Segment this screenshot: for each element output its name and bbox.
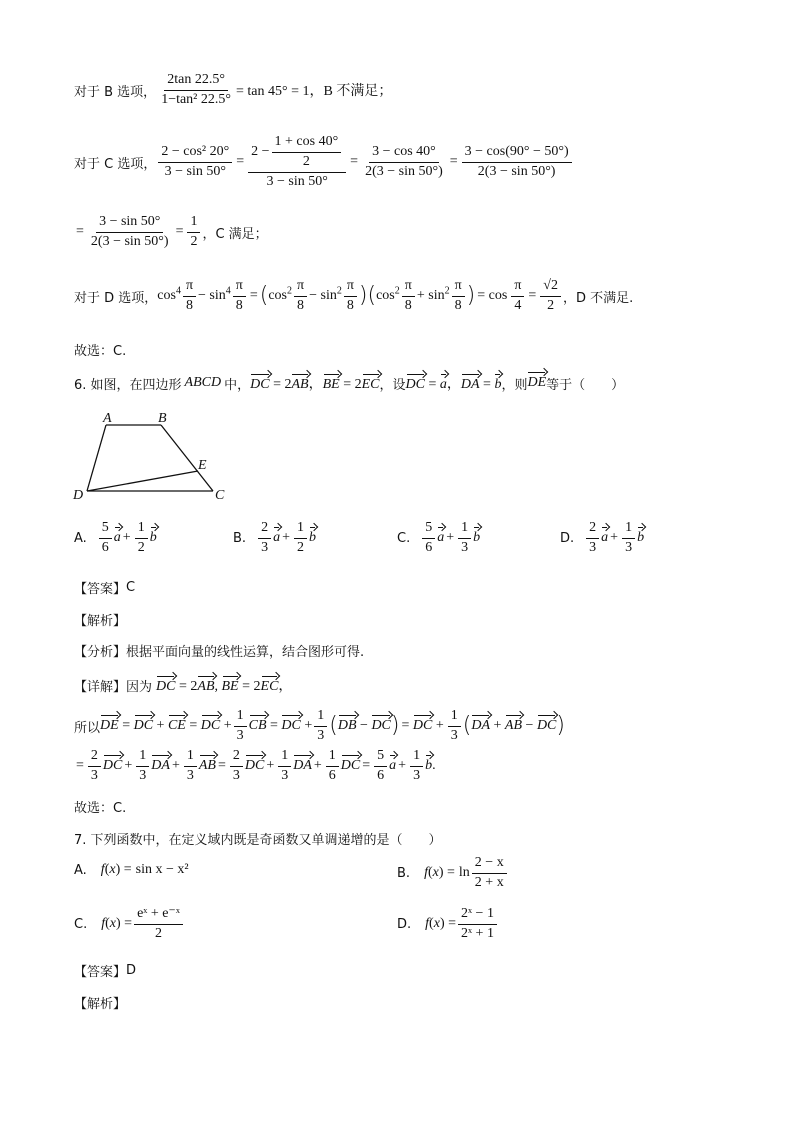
q6-answer-line: [74, 578, 135, 597]
q5-conclusion: 故选：C.: [74, 344, 127, 359]
q7-option-a[interactable]: A. f(x) = sin x − x²: [74, 862, 189, 878]
q6-conclusion: 故选：C.: [74, 801, 127, 816]
b-intro: 对于 B 选项，: [74, 84, 157, 100]
edge-ad: [87, 425, 106, 491]
d-option-line: 对于 D 选项， $\cos^4$ $\frac{\pi}{8}$ − $\sin^4$ $\frac{\pi}{8}$ = ( $\cos^2$ $\frac{\pi}{8}$ − $\sin^2$ $\frac{\pi}{8}$ ) ( $\cos^2$ $\frac{\pi}{8}$ + $\sin^2$ $\frac{\pi}{8}$ ) = cos $\frac{\pi}{4}$ = $\frac{√2}{2}$ ，D 不满足.: [74, 278, 634, 313]
c-option-line-2: = $\frac{3 - \sin 50^\circ}{2(3 - \sin 50^\circ)}$ = $\frac{1}{2}$ ，C 满足；: [76, 214, 268, 249]
label-a: A: [103, 411, 112, 426]
segment-de: [87, 471, 198, 491]
q6-derivation-1: 所以 DE = DC + CE = DC + $\frac{1}{3}$ CB = DC + $\frac{1}{3}$ ( DB − DC ) = DC + $\frac{1}{3}$ ( DA + AB − DC ): [74, 708, 565, 743]
q7-option-b[interactable]: B. f(x) = ln $\frac{2 - x}{2 + x}$: [397, 855, 509, 892]
q6-derivation-2: = $\frac{2}{3}$ DC + $\frac{1}{3}$ DA + $\frac{1}{3}$ AB = $\frac{2}{3}$ DC + $\frac{1}{3}$ DA + $\frac{1}{6}$ DC = $\frac{5}{6}$ a + $\frac{1}{3}$ b .: [76, 748, 436, 783]
answer-value: C: [126, 580, 136, 595]
d-intro: 对于 D 选项，: [74, 290, 158, 306]
label-d: D: [73, 488, 84, 503]
label-e: E: [198, 458, 207, 473]
quadrilateral-figure: [70, 408, 240, 503]
c-frac-2: 2 − $\frac{1 + \cos 40^\circ}{2}$ 3 − sin 50°: [248, 134, 346, 190]
c-frac-3: $\frac{3 - \cos 40^\circ}{2(3 - \sin 50^\circ)}$: [365, 143, 443, 179]
q7-option-c[interactable]: C. f(x) = $\frac{\text{eˣ + e⁻ˣ}}{2}$: [74, 906, 185, 943]
q7-option-d[interactable]: D. f(x) = $\frac{\text{2ˣ − 1}}{\text{2ˣ + 1}}$: [397, 906, 499, 943]
b-rest: = tan 45° = 1，B 不满足；: [235, 84, 393, 100]
c-intro: 对于 C 选项，: [74, 156, 157, 172]
c-half: $\frac{1}{2}$: [187, 214, 200, 251]
c-frac-4: $\frac{3 - \cos(90^\circ - 50^\circ)}{2(3 - \sin 50^\circ)}$: [462, 144, 572, 181]
q6-fenxi-line: 【分析】 根据平面向量的线性运算，结合图形可得.: [74, 645, 365, 660]
b-option-line: [74, 72, 392, 109]
c-option-line: 对于 C 选项， $\frac{\text{2 − cos² 20°}}{3 - \sin 50^\circ}$ = 2 − $\frac{1 + \cos 40^\circ}{2}$ 3 − sin 50° = $\frac{3 - \cos 40^\circ}{2(3 - \sin 50^\circ)}$ = $\frac{3 - \cos(90^\circ - 50^\circ)}{2(3 - \sin 50^\circ)}$: [74, 134, 574, 190]
label-c: C: [215, 488, 225, 503]
answer-tag: 【答案】: [74, 582, 127, 597]
d-rest: ，D 不满足.: [562, 290, 634, 306]
q7-answer-line: 【答案】 D: [74, 963, 137, 980]
q6-option-c[interactable]: C. $\frac{5}{6}$ a + $\frac{1}{3}$ b: [397, 520, 481, 555]
q6-xiangjie-line: 【详解】 因为 DC = 2AB, BE = 2EC，: [74, 679, 293, 695]
q7-analysis-tag: 【解析】: [74, 997, 127, 1012]
c-frac-1: $\frac{\text{2 − cos² 20°}}{3 - \sin 50^\circ}$: [158, 144, 232, 181]
q6-option-a[interactable]: A. $\frac{5}{6}$ a + $\frac{1}{2}$ b: [74, 520, 157, 555]
q6-option-d[interactable]: D. $\frac{2}{3}$ a + $\frac{1}{3}$ b: [560, 520, 645, 555]
q6-option-b[interactable]: B. $\frac{2}{3}$ a + $\frac{1}{2}$ b: [233, 520, 316, 555]
q6-stem: 6. 如图，在四边形 ABCD 中， DC = 2AB，BE = 2EC ，设 DC = a，DA = b ，则 DE 等于（ ）: [74, 375, 625, 393]
q6-analysis-tag: 【解析】: [74, 614, 127, 629]
q7-stem: 7. 下列函数中，在定义域内既是奇函数又单调递增的是（ ）: [74, 833, 442, 848]
c-frac-5: $\frac{3 - \sin 50^\circ}{2(3 - \sin 50^\circ)}$: [90, 214, 169, 249]
b-fraction: $\frac{2\tan 22.5^\circ}{\text{1−tan² 22.5°}}$: [161, 72, 231, 107]
c-rest: ，C 满足；: [202, 226, 268, 242]
label-b: B: [158, 411, 167, 426]
